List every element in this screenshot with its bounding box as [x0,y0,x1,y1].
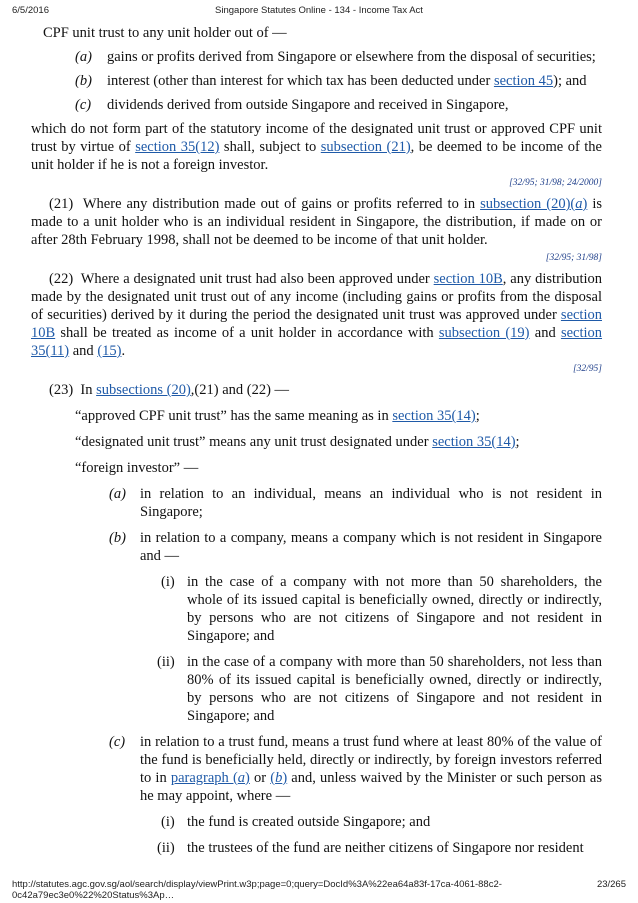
section-10b-link[interactable]: section 10B [31,307,602,341]
item-text: in relation to a company, means a company which is not resident in Singapore and — [140,530,602,564]
item-label: (i) [161,574,175,590]
foreign-investor-c-i [31,813,602,831]
subsection-23: (23) In subsections (20),(21) and (22) — [49,382,290,398]
item-label: (b) [109,530,126,546]
paragraph-a-link[interactable]: paragraph (a) [170,770,250,786]
subsection-19-link[interactable]: subsection (19) [438,325,530,341]
item-label: (c) [109,734,126,750]
item-text: in the case of a company with more than 50 shareholders, not less than 80% of its issued capital is beneficially owned, directly or indirectly, by persons who are not citizens of Singapore and not resident in Singapore; and [187,654,602,724]
item-text: gains or profits derived from Singapore or elsewhere from the disposal of securities; [107,49,596,65]
section-35-14-link[interactable]: section 35(14) [432,434,516,450]
item-label: (a) [109,486,126,502]
statute-content [31,24,602,857]
item-text: in relation to a trust fund, means a trust fund where at least 80% of the value of the fund is beneficially held, directly or indirectly, by foreign investors referred to in paragraph (a) or (b) and, unless waived by the Minister or such person as he may appoint, where — [140,734,602,804]
subsection-20-tail: which do not form part of the statutory income of the designated unit trust or approved CPF unit trust by virtue of section 35(12) shall, subject to subsection (21), be deemed to be income of the unit holder if he is not a foreign investor. [31,121,602,173]
item-label: (c) [75,97,92,113]
item-text: dividends derived from outside Singapore and received in Singapore, [107,97,509,113]
item-label: (ii) [157,654,175,670]
paragraph-b-link[interactable]: (b) [270,770,288,786]
subsection-21: (21) Where any distribution made out of gains or profits referred to in subsection (20)(a) is made to a unit holder who is an individual resident in Singapore, the distribution, if made on or after 28th February 1998, shall not be deemed to be income of that unit holder. [31,196,602,248]
definition-approved-cpf: “approved CPF unit trust” has the same meaning as in section 35(14); [75,408,480,424]
foreign-investor-b-ii [31,653,602,725]
print-page-number: 23/265 [596,879,626,890]
foreign-investor-b-i [31,573,602,645]
subsection-20a-link[interactable]: subsection (20)(a) [480,196,588,212]
print-title: Singapore Statutes Online - 134 - Income Tax Act [215,5,423,16]
amendment-ref: [32/95; 31/98] [545,253,602,263]
subsection-15-link[interactable]: (15) [97,343,122,359]
amendment-ref: [32/95] [572,364,602,374]
print-url: http://statutes.agc.gov.sg/aol/search/display/viewPrint.w3p;page=0;query=DocId%3A%22ea64a83f-17ca-4061-88c2-0c42a79ec3e0%22%20Status%3Ap… [12,879,502,901]
definition-designated-unit-trust: “designated unit trust” means any unit trust designated under section 35(14); [75,434,520,450]
subsection-22: (22) Where a designated unit trust had also been approved under section 10B, any distribution made by the designated unit trust out of any income (including gains or profits from the disposal of securities) derived by it during the period the designated unit trust was approved under section 10B shall be treated as income of a unit holder in accordance with subsection (19) and section 35(11) and (15). [31,271,603,359]
foreign-investor-a [31,485,602,521]
section-10b-link[interactable]: section 10B [433,271,503,287]
item-text: the trustees of the fund are neither citizens of Singapore nor resident [187,840,584,856]
intro-line: CPF unit trust to any unit holder out of — [43,25,287,41]
item-20-a [31,48,602,66]
item-text: interest (other than interest for which tax has been deducted under section 45); and [107,73,587,89]
item-text: in relation to an individual, means an individual who is not resident in Singapore; [140,486,602,520]
foreign-investor-c [31,733,602,805]
section-35-11-link[interactable]: section 35(11) [31,325,603,359]
print-footer [12,879,626,901]
foreign-investor-c-ii [31,839,602,857]
item-text: the fund is created outside Singapore; and [187,814,431,830]
item-label: (ii) [157,840,175,856]
amendment-ref: [32/95; 31/98; 24/2000] [509,178,602,188]
definition-foreign-investor: “foreign investor” — [75,460,199,476]
item-label: (a) [75,49,92,65]
section-45-link[interactable]: section 45 [493,73,554,89]
item-label: (b) [75,73,92,89]
foreign-investor-b [31,529,602,565]
section-35-12-link[interactable]: section 35(12) [135,139,220,155]
item-20-b [31,72,602,90]
print-header [12,5,626,19]
item-text: in the case of a company with not more than 50 shareholders, the whole of its issued capital is beneficially owned, directly or indirectly, by persons who are not citizens of Singapore and not resident in Singapore; and [187,574,602,644]
section-35-14-link[interactable]: section 35(14) [392,408,476,424]
item-20-c [31,96,602,114]
item-label: (i) [161,814,175,830]
subsections-20-link[interactable]: subsections (20) [96,382,191,398]
print-date: 6/5/2016 [12,5,49,16]
subsection-21-link[interactable]: subsection (21) [320,139,411,155]
